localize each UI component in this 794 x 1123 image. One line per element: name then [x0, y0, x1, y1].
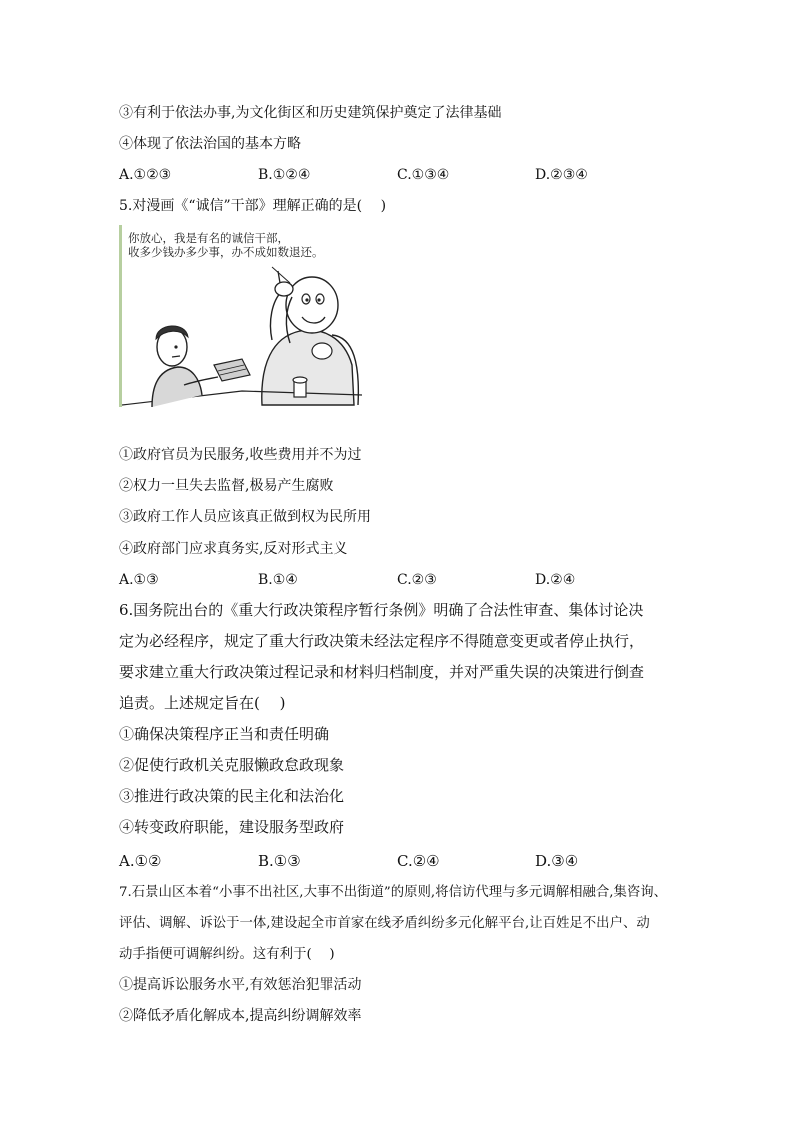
- q7-items: [119, 970, 679, 1032]
- q5-options: [119, 571, 679, 589]
- q6-item-3: ③推进行政决策的民主化和法治化: [119, 787, 345, 805]
- q5-option-d[interactable]: D.②④: [535, 572, 576, 588]
- q7-stem: [119, 877, 679, 970]
- q6-option-d[interactable]: D.③④: [535, 852, 579, 870]
- speech-line-1: 你放心，我是有名的诚信干部，: [128, 231, 289, 245]
- q7-stem-line: 7.石景山区本着“小事不出社区,大事不出街道”的原则,将信访代理与多元调解相融合,集咨询、: [119, 885, 668, 900]
- q6-items: [119, 719, 679, 843]
- q6-stem-line: 要求建立重大行政决策过程记录和材料归档制度，并对严重失误的决策进行倒查: [119, 663, 645, 681]
- q6-option-a[interactable]: A.①②: [119, 852, 162, 870]
- q4-option-a[interactable]: A.①②③: [119, 167, 172, 183]
- q7-item-1: ①提高诉讼服务水平,有效惩治犯罪活动: [119, 977, 362, 993]
- q5-item-4: ④政府部门应求真务实,反对形式主义: [119, 541, 348, 557]
- q4-option-b[interactable]: B.①②④: [258, 167, 311, 183]
- q5-option-c[interactable]: C.②③: [397, 572, 437, 588]
- q6-item-4: ④转变政府职能，建设服务型政府: [119, 818, 345, 836]
- q4-options: [119, 166, 679, 184]
- q6-stem-line: 6.国务院出台的《重大行政决策程序暂行条例》明确了合法性审查、集体讨论决: [119, 601, 644, 619]
- q5-item-2: ②权力一旦失去监督,极易产生腐败: [119, 478, 334, 494]
- q7-stem-line: 评估、调解、诉讼于一体,建设起全市首家在线矛盾纠纷多元化解平台,让百姓足不出户、动: [119, 916, 650, 931]
- q6-options: [119, 852, 679, 870]
- q6-option-b[interactable]: B.①③: [258, 852, 301, 870]
- q4-item-3: ③有利于依法办事,为文化街区和历史建筑保护奠定了法律基础: [119, 105, 502, 121]
- q5-option-a[interactable]: A.①③: [119, 572, 159, 588]
- cartoon-illustration: [119, 225, 359, 407]
- q5-option-b[interactable]: B.①④: [258, 572, 298, 588]
- q6-item-2: ②促使行政机关克服懒政怠政现象: [119, 756, 345, 774]
- q6-option-c[interactable]: C.②④: [397, 852, 440, 870]
- q4-item-4: ④体现了依法治国的基本方略: [119, 136, 301, 152]
- q5-item-1: ①政府官员为民服务,收些费用并不为过: [119, 447, 362, 463]
- q4-option-c[interactable]: C.①③④: [397, 167, 450, 183]
- q6-stem-line: 追责。上述规定旨在( ): [119, 694, 286, 712]
- speech-line-2: 收多少钱办多少事，办不成如数退还。: [128, 245, 324, 259]
- q6-stem-line: 定为必经程序，规定了重大行政决策未经法定程序不得随意变更或者停止执行，: [119, 632, 645, 650]
- q7-stem-line: 动手指便可调解纠纷。这有利于( ): [119, 947, 335, 962]
- q5-item-3: ③政府工作人员应该真正做到权为民所用: [119, 509, 371, 525]
- q5-stem: 5.对漫画《“诚信”干部》理解正确的是( ): [119, 198, 387, 214]
- q6-item-1: ①确保决策程序正当和责任明确: [119, 725, 330, 743]
- q7-item-2: ②降低矛盾化解成本,提高纠纷调解效率: [119, 1008, 362, 1024]
- q6-stem: [119, 595, 679, 719]
- q4-option-d[interactable]: D.②③④: [535, 167, 588, 183]
- cartoon-speech-text: [128, 231, 324, 259]
